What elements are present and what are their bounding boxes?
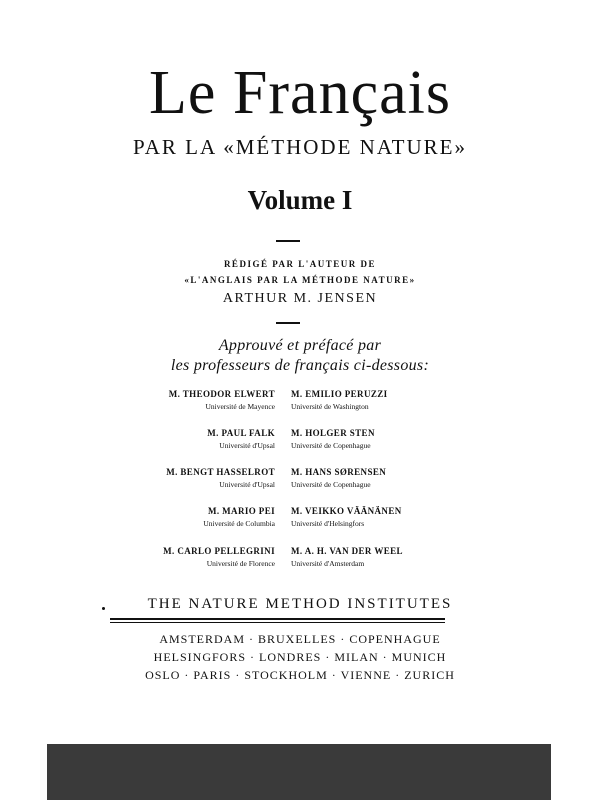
professor-university: Université de Washington xyxy=(291,402,369,411)
professor-row xyxy=(0,427,600,459)
professor-name: M. VEIKKO VÄÄNÄNEN xyxy=(291,506,402,516)
cities-line-3: OSLO · PARIS · STOCKHOLM · VIENNE · ZURICH xyxy=(145,668,455,682)
professor-university: Université d'Upsal xyxy=(219,480,275,489)
publisher-name: THE NATURE METHOD INSTITUTES xyxy=(147,596,453,612)
professor-university: Université de Florence xyxy=(206,559,275,568)
professor-entry xyxy=(75,466,275,491)
publisher-rule-thick xyxy=(110,618,445,620)
professor-entry xyxy=(75,388,275,413)
professor-name: M. BENGT HASSELROT xyxy=(166,467,275,477)
professor-entry xyxy=(75,427,275,452)
professor-entry xyxy=(291,545,511,570)
professor-name: M. MARIO PEI xyxy=(207,506,275,516)
divider-dash-top xyxy=(276,240,300,242)
professor-entry xyxy=(75,505,275,530)
approval-note xyxy=(0,336,600,376)
professor-name: M. EMILIO PERUZZI xyxy=(291,389,388,399)
professor-entry xyxy=(291,505,511,530)
approval-note-line-2: les professeurs de français ci-dessous: xyxy=(170,357,430,374)
professor-university: Université de Columbia xyxy=(203,519,275,528)
authorship-note-line-1: RÉDIGÉ PAR L'AUTEUR DE xyxy=(223,259,377,269)
professor-row xyxy=(0,505,600,537)
volume-label: Volume I xyxy=(247,185,353,215)
approval-note-line-1: Approuvé et préfacé par xyxy=(218,337,382,354)
professor-name: M. HANS SØRENSEN xyxy=(291,467,387,477)
bottom-dark-bar xyxy=(47,744,551,800)
professor-entry xyxy=(75,545,275,570)
professor-university: Université d'Helsingfors xyxy=(291,519,365,528)
professor-university: Université d'Amsterdam xyxy=(291,559,365,568)
professor-row xyxy=(0,545,600,577)
professor-university: Université de Mayence xyxy=(205,402,275,411)
professor-name: M. CARLO PELLEGRINI xyxy=(163,546,275,556)
publisher-rule-thin xyxy=(110,622,445,623)
publisher-cities xyxy=(0,630,600,684)
cities-line-1: AMSTERDAM · BRUXELLES · COPENHAGUE xyxy=(159,632,441,646)
professor-name: M. THEODOR ELWERT xyxy=(168,389,275,399)
professor-row xyxy=(0,388,600,420)
professor-university: Université de Copenhague xyxy=(291,480,371,489)
book-title: Le Français xyxy=(149,59,451,127)
professor-row xyxy=(0,466,600,498)
divider-dash-bottom xyxy=(276,322,300,324)
book-subtitle: PAR LA «MÉTHODE NATURE» xyxy=(133,135,467,159)
authorship-note xyxy=(0,256,600,288)
professor-university: Université d'Upsal xyxy=(219,441,275,450)
professor-entry xyxy=(291,388,511,413)
professor-university: Université de Copenhague xyxy=(291,441,371,450)
professor-entry xyxy=(291,427,511,452)
professor-name: M. PAUL FALK xyxy=(207,428,275,438)
professor-entry xyxy=(291,466,511,491)
professor-name: M. HOLGER STEN xyxy=(291,428,375,438)
author-name: ARTHUR M. JENSEN xyxy=(222,291,378,306)
authorship-note-line-2: «L'ANGLAIS PAR LA MÉTHODE NATURE» xyxy=(184,275,416,285)
professor-name: M. A. H. VAN DER WEEL xyxy=(291,546,403,556)
cities-line-2: HELSINGFORS · LONDRES · MILAN · MUNICH xyxy=(153,650,447,664)
